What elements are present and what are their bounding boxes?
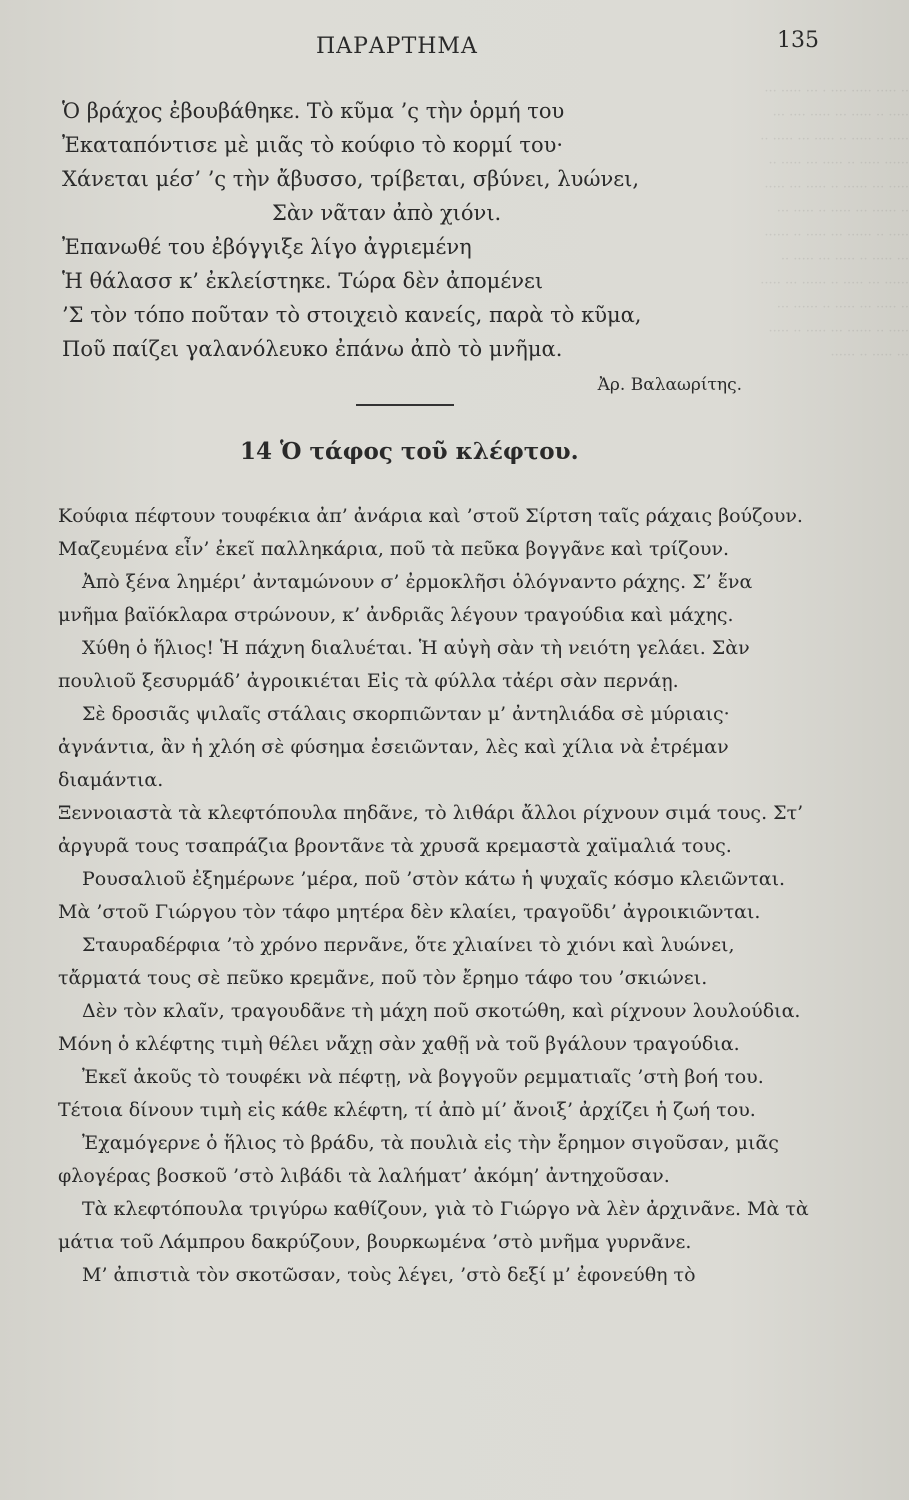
poem-line: Σὰν νᾶταν ἀπὸ χιόνι. [272, 201, 502, 225]
poem-line: Ἐκαταπόντισε μὲ μιᾶς τὸ κούφιο τὸ κορμί του· [62, 133, 564, 157]
poem-author: Ἀρ. Βαλαωρίτης. [597, 375, 742, 395]
stanza: Μ’ ἀπιστιὰ τὸν σκοτῶσαν, τοὺς λέγει, ’στὸ δεξί μ’ ἐφονεύθη τὸ [82, 1264, 696, 1286]
stanza: Κούφια πέφτουν τουφέκια ἀπ’ ἀνάρια καὶ ’στοῦ Σίρτση ταῖς ράχαις βούζουν. Μαζευμένα εἶν’ ἐκεῖ παλληκάρια, ποῦ τὰ πεῦκα βογγᾶνε καὶ τρίζουν. [58, 505, 803, 560]
running-head: ΠΑΡΑΡΤΗΜΑ [316, 34, 478, 59]
poem-body [58, 500, 818, 1292]
stanza: Σὲ δροσιᾶς ψιλαῖς στάλαις σκορπιῶνταν μ’ ἀντηλιάδα σὲ μύριαις· ἀγνάντια, ἂν ἡ χλόη σὲ φύσημα ἐσειῶνταν, λὲς καὶ χίλια νὰ ἐτρέμαν διαμάντια. [58, 703, 730, 791]
stanza: Χύθη ὁ ἥλιος! Ἡ πάχνη διαλυέται. Ἡ αὐγὴ σὰν τὴ νειότη γελάει. Σὰν πουλιοῦ ξεσυρμάδ’ ἀγροικιέται Εἰς τὰ φύλλα τἀέρι σὰν περνάῃ. [58, 637, 750, 692]
stanza: Τὰ κλεφτόπουλα τριγύρω καθίζουν, γιὰ τὸ Γιώργο νὰ λὲν ἀρχινᾶνε. Μὰ τὰ μάτια τοῦ Λάμπρου δακρύζουν, βουρκωμένα ’στὸ μνῆμα γυρνᾶνε. [58, 1198, 809, 1253]
poem-line: Ἐπανωθέ του ἐβόγγιξε λίγο ἀγριεμένη [62, 235, 472, 259]
stanza: Δὲν τὸν κλαῖν, τραγουδᾶνε τὴ μάχη ποῦ σκοτώθη, καὶ ρίχνουν λουλούδια. Μόνη ὁ κλέφτης τιμὴ θέλει νἄχῃ σὰν χαθῇ νὰ τοῦ βγάλουν τραγούδια. [58, 1000, 801, 1055]
stanza: Ἀπὸ ξένα λημέρι’ ἀνταμώνουν σ’ ἐρμοκλῆσι ὁλόγναντο ράχης. Σ’ ἕνα μνῆμα βαϊόκλαρα στρώνουν, κ’ ἀνδριᾶς λέγουν τραγούδια καὶ μάχης. [58, 571, 753, 626]
stanza: Ξεννοιαστὰ τὰ κλεφτόπουλα πηδᾶνε, τὸ λιθάρι ἄλλοι ρίχνουν σιμά τους. Στ’ ἀργυρᾶ τους τσαπράζια βροντᾶνε τὰ χρυσᾶ κρεμαστὰ χαϊμαλιά τους. [58, 802, 804, 857]
bleed-through-text: ·· ····· ····· ···· · ··· ····· ··· ····· ·· ····· ··· ····· ···· ··· ····· ·· ····· ·· ····· ··· ····· ·· ······ ····· ·· ····· ··· ····· ·· ····· ··· ······ ·· ····· ··· ····· ·· ······ ··· ····· ·· ····· ··· ····· ·· ······ ··· ····· ·· ······ ··· ····· ·· ····· ··· ····· ·· ······ ··· ····· ·· ······ ··· ····· ·· ····· ··· ····· ·· ······ ··· ····· ·· ······ ··· ····· ·· ····· ··· ····· ·· ······ [760, 84, 909, 363]
stanza: Ἐχαμόγερνε ὁ ἥλιος τὸ βράδυ, τὰ πουλιὰ εἰς τὴν ἔρημον σιγοῦσαν, μιᾶς φλογέρας βοσκοῦ ’στὸ λιβάδι τὰ λαλήματ’ ἀκόμη’ ἀντηχοῦσαν. [58, 1132, 779, 1187]
stanza: Ρουσαλιοῦ ἐξημέρωνε ’μέρα, ποῦ ’στὸν κάτω ἡ ψυχαῖς κόσμο κλειῶνται. Μὰ ’στοῦ Γιώργου τὸν τάφο μητέρα δὲν κλαίει, τραγοῦδι’ ἀγροικιῶνται. [58, 868, 786, 923]
section-title: 14 Ὁ τάφος τοῦ κλέφτου. [240, 438, 579, 465]
stanza: Ἐκεῖ ἀκοῦς τὸ τουφέκι νὰ πέφτῃ, νὰ βογγοῦν ρεμματιαῖς ’στὴ βοή του. Τέτοια δίνουν τιμὴ εἰς κάθε κλέφτη, τί ἀπὸ μί’ ἄνοιξ’ ἀρχίζει ἡ ζωή του. [58, 1066, 764, 1121]
poem-line: Χάνεται μέσ’ ’ς τὴν ἄβυσσο, τρίβεται, σβύνει, λυώνει, [62, 167, 640, 191]
stanza: Σταυραδέρφια ’τὸ χρόνο περνᾶνε, ὅτε χλιαίνει τὸ χιόνι καὶ λυώνει, τἄρματά τους σὲ πεῦκο κρεμᾶνε, ποῦ τὸν ἔρημο τάφο του ’σκιώνει. [58, 934, 735, 989]
page-header [60, 28, 819, 68]
section-divider [356, 404, 454, 406]
poem-excerpt [62, 94, 822, 402]
page-number: 135 [777, 28, 819, 53]
poem-line: ’Σ τὸν τόπο ποῦταν τὸ στοιχειὸ κανείς, παρὰ τὸ κῦμα, [62, 303, 642, 327]
poem-line: Ὁ βράχος ἐβουβάθηκε. Τὸ κῦμα ’ς τὴν ὁρμή του [62, 99, 565, 123]
poem-line: Ποῦ παίζει γαλανόλευκο ἐπάνω ἀπὸ τὸ μνῆμα. [62, 337, 563, 361]
poem-line: Ἡ θάλασσ κ’ ἐκλείστηκε. Τώρα δὲν ἀπομένει [62, 269, 544, 293]
